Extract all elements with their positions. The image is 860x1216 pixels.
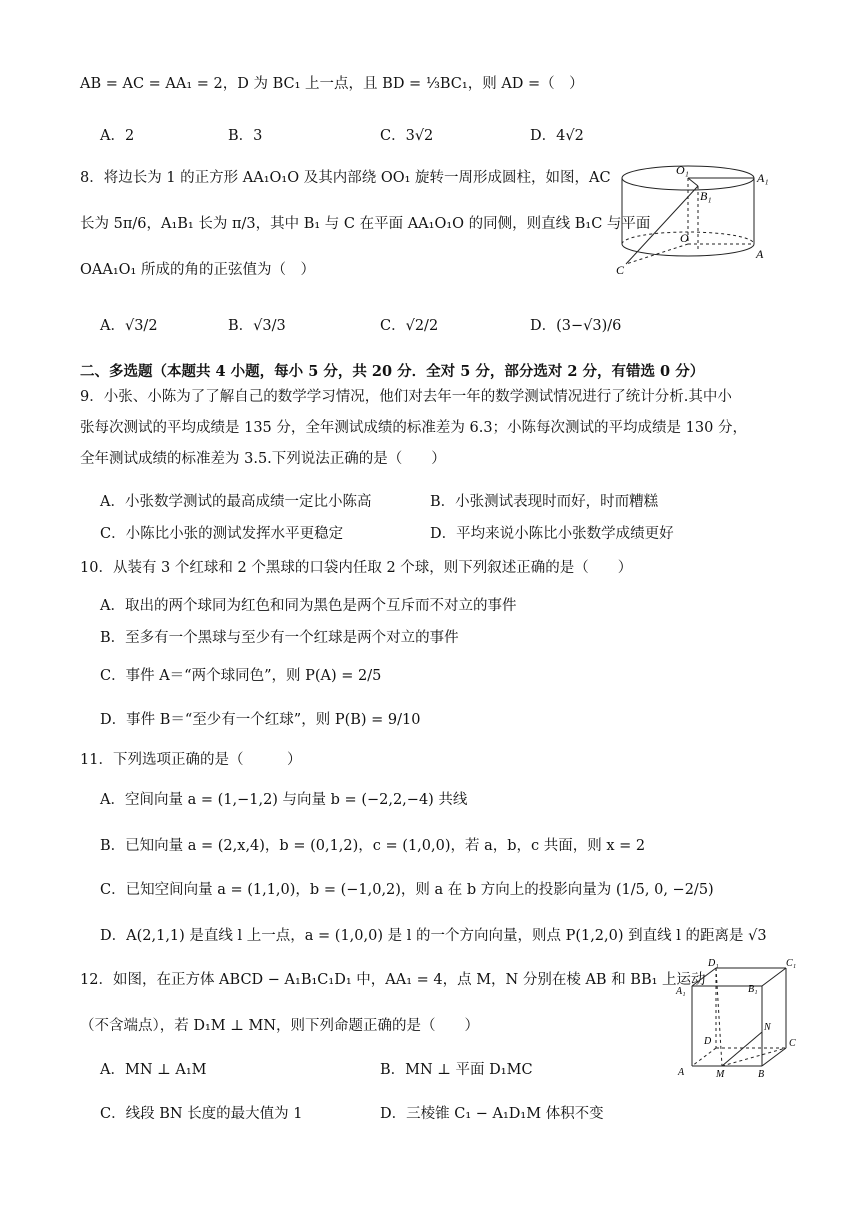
q12-option-b: B．MN ⊥ 平面 D₁MC (380, 1062, 533, 1078)
label-m: M (716, 1069, 725, 1080)
label-a: A (678, 1067, 685, 1078)
label-a1: A₁ (676, 986, 686, 997)
q11-option-b: B．已知向量 a = (2,x,4)，b = (0,1,2)，c = (1,0,0)，若 a，b，c 共面，则 x = 2 (100, 838, 646, 854)
q12-option-d: D．三棱锥 C₁ − A₁D₁M 体积不变 (380, 1106, 604, 1122)
label-o: O (680, 231, 689, 245)
q8-option-b: B．√3/3 (228, 318, 286, 334)
q7-stem (80, 74, 584, 94)
q9-line3: 全年测试成绩的标准差为 3.5.下列说法正确的是（ ） (80, 451, 446, 467)
q12-line1: 12．如图，在正方体 ABCD − A₁B₁C₁D₁ 中，AA₁ = 4，点 M，N 分别在棱 AB 和 BB₁ 上运动 (80, 972, 706, 988)
q12-line2: （不含端点），若 D₁M ⊥ MN，则下列命题正确的是（ ） (80, 1018, 480, 1034)
label-a: A (756, 247, 764, 261)
q11-stem: 11．下列选项正确的是（ ） (80, 752, 302, 768)
q7-option-d: D．4√2 (530, 128, 584, 144)
q8-option-c: C．√2/2 (380, 318, 439, 334)
q8-line1: 8．将边长为 1 的正方形 AA₁O₁O 及其内部绕 OO₁ 旋转一周形成圆柱，如图，AC (80, 170, 611, 186)
label-c1: C₁ (786, 958, 797, 969)
q8-line3: OAA₁O₁ 所成的角的正弦值为（ ） (80, 262, 315, 278)
q9-option-b: B．小张测试表现时而好，时而糟糕 (430, 494, 659, 510)
q7-stem-text: AB = AC = AA₁ = 2，D 为 BC₁ 上一点，且 BD = ⅓BC₁，则 AD =（ ） (80, 76, 584, 92)
q11-option-d: D．A(2,1,1) 是直线 l 上一点，a = (1,0,0) 是 l 的一个方向向量，则点 P(1,2,0) 到直线 l 的距离是 √3 (100, 928, 767, 944)
label-b1: B₁ (748, 984, 758, 995)
q8-line2: 长为 5π/6，A₁B₁ 长为 π/3，其中 B₁ 与 C 在平面 AA₁O₁O 的同侧，则直线 B₁C 与平面 (80, 216, 651, 232)
label-c: C (789, 1038, 796, 1049)
q7-option-a: A．2 (100, 128, 135, 144)
q11-option-c: C．已知空间向量 a = (1,1,0)，b = (−1,0,2)，则 a 在 b 方向上的投影向量为 (1/5, 0, −2/5) (100, 882, 714, 898)
label-b: B (758, 1069, 765, 1080)
label-n: N (764, 1022, 771, 1033)
q10-option-a: A．取出的两个球同为红色和同为黑色是两个互斥而不对立的事件 (100, 598, 517, 614)
label-a1: A₁ (757, 171, 769, 185)
q12-option-c: C．线段 BN 长度的最大值为 1 (100, 1106, 303, 1122)
label-d: D (704, 1036, 712, 1047)
q8-option-a: A．√3/2 (100, 318, 158, 334)
q11-option-a: A．空间向量 a = (1,−1,2) 与向量 b = (−2,2,−4) 共线 (100, 792, 468, 808)
q10-option-d: D．事件 B＝“至少有一个红球”，则 P(B) = 9/10 (100, 712, 421, 728)
q12-option-a: A．MN ⊥ A₁M (100, 1062, 207, 1078)
q7-option-b: B．3 (228, 128, 263, 144)
q9-option-a: A．小张数学测试的最高成绩一定比小陈高 (100, 494, 372, 510)
cylinder-figure (604, 160, 784, 278)
q9-line2: 张每次测试的平均成绩是 135 分，全年测试成绩的标准差为 6.3；小陈每次测试的平均成绩是 130 分， (80, 420, 747, 436)
q10-stem: 10．从装有 3 个红球和 2 个黑球的口袋内任取 2 个球，则下列叙述正确的是（ ） (80, 560, 633, 576)
q9-option-d: D．平均来说小陈比小张数学成绩更好 (430, 526, 674, 542)
q8-option-d: D．(3−√3)/6 (530, 318, 622, 334)
label-d1: D₁ (708, 958, 719, 969)
cube-figure (672, 956, 808, 1080)
label-o1: O₁ (676, 163, 689, 177)
q10-option-c: C．事件 A＝“两个球同色”，则 P(A) = 2/5 (100, 668, 382, 684)
label-c: C (616, 263, 625, 277)
q9-line1: 9．小张、小陈为了了解自己的数学学习情况，他们对去年一年的数学测试情况进行了统计分析.其中小 (80, 389, 732, 405)
q9-option-c: C．小陈比小张的测试发挥水平更稳定 (100, 526, 344, 542)
label-b1: B₁ (700, 189, 712, 203)
q7-option-c: C．3√2 (380, 128, 434, 144)
q10-option-b: B．至多有一个黑球与至少有一个红球是两个对立的事件 (100, 630, 459, 646)
section-title: 二、多选题（本题共 4 小题，每小 5 分，共 20 分．全对 5 分，部分选对 2 分，有错选 0 分） (80, 363, 705, 380)
